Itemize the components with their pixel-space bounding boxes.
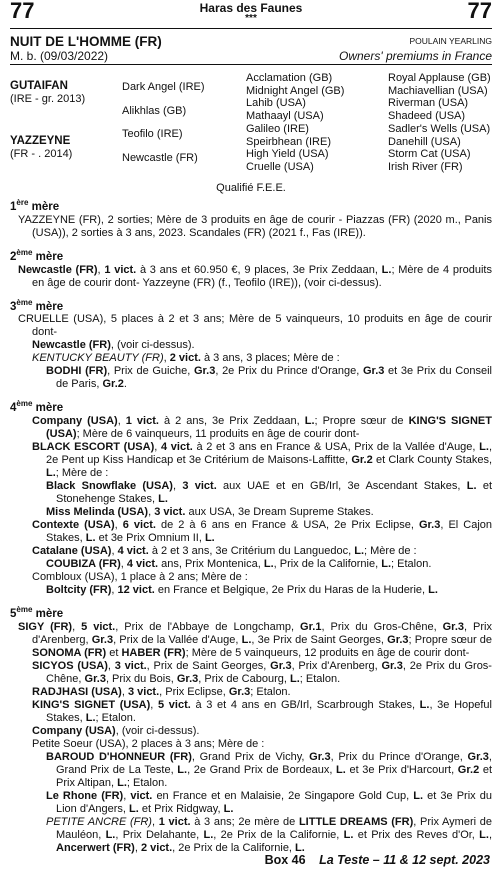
lot-number-right: 77 — [467, 0, 492, 23]
gen3-7: Cruelle (USA) — [246, 160, 314, 173]
qualification: Qualifié F.E.E. — [216, 182, 286, 194]
paragraph: Combloux (USA), 1 place à 2 ans; Mère de : — [32, 571, 248, 584]
horse-category: POULAIN YEARLING — [409, 36, 492, 46]
paragraph: CRUELLE (USA), 5 places à 2 et 3 ans; Mère de 5 vainqueurs, 10 produits en âge de courir dont- — [18, 313, 492, 339]
section-4eme-mere — [10, 397, 492, 597]
box-number: Box 46 — [264, 853, 306, 867]
pedigree-gen3 — [246, 72, 344, 174]
paragraph: Petite Soeur (USA), 2 places à 3 ans; Mère de : — [32, 738, 265, 751]
gen3-3: Mathaayl (USA) — [246, 110, 324, 123]
consignor-stars: *** — [245, 13, 257, 24]
gen4-7: Irish River (FR) — [388, 160, 463, 173]
gen3-4: Galileo (IRE) — [246, 122, 309, 135]
paragraph: BAROUD D'HONNEUR (FR), Grand Prix de Vichy, Gr.3, Prix du Prince d'Orange, Gr.3, Grand Prix de La Teste, L., 2e Grand Prix de Bordeaux, L. et 3e Prix d'Harcourt, Gr.2 et Prix Altipan, L.; Etalon. — [46, 751, 493, 790]
gen4-0: Royal Applause (GB) — [388, 72, 491, 84]
pedigree-dam — [10, 135, 72, 160]
paragraph: RADJHASI (USA), 3 vict., Prix Eclipse, Gr.3; Etalon. — [32, 686, 291, 699]
gen4-4: Sadler's Wells (USA) — [388, 122, 491, 135]
paragraph: Company (USA), 1 vict. à 2 ans, 3e Prix Zeddaan, L.; Propre sœur de KING'S SIGNET (USA); Mère de 6 vainqueurs, 11 produits en âge de courir dont- — [32, 415, 492, 441]
paragraph: Catalane (USA), 4 vict. à 2 et 3 ans, 3e Critérium du Languedoc, L.; Mère de : — [32, 545, 417, 558]
gen3-6: High Yield (USA) — [246, 148, 329, 161]
pedigree-gen4 — [388, 72, 491, 174]
paragraph: Newcastle (FR), (voir ci-dessus). — [32, 339, 195, 352]
gen4-2: Riverman (USA) — [388, 97, 469, 110]
section-heading: 1ère mère — [10, 198, 60, 213]
paragraph: KING'S SIGNET (USA), 5 vict. à 3 et 4 ans en GB/Irl, Scarbrough Stakes, L., 3e Hopeful Stakes, L.; Etalon. — [32, 699, 492, 725]
owners-premium: Owners' premiums in France — [339, 49, 492, 63]
header-rule — [10, 28, 492, 29]
gen3-5: Speirbhean (IRE) — [246, 135, 331, 148]
section-heading: 5ème mère — [10, 605, 64, 621]
pedigree-rule — [10, 64, 492, 65]
gen4-5: Danehill (USA) — [388, 135, 461, 148]
gen4-1: Machiavellian (USA) — [388, 84, 488, 97]
paragraph: Black Snowflake (USA), 3 vict. aux UAE et en GB/Irl, 3e Ascendant Stakes, L. et Stonehenge Stakes, L. — [46, 480, 493, 506]
section-1ere-mere — [10, 196, 492, 240]
gen3-0: Acclamation (GB) — [246, 72, 333, 84]
paragraph: Le Rhone (FR), vict. en France et en Malaisie, 2e Singapore Gold Cup, L. et 3e Prix du Lion d'Angers, L. et Prix Ridgway, L. — [46, 790, 492, 816]
paragraph: Company (USA), (voir ci-dessus). — [32, 725, 200, 738]
gen4-6: Storm Cat (USA) — [388, 148, 471, 161]
sire-detail: (IRE - gr. 2013) — [10, 92, 86, 105]
paragraph: Newcastle (FR), 1 vict. à 3 ans et 60.950 €, 9 places, 3e Prix Zeddaan, L.; Mère de 4 produits en âge de courir dont- Yazzeyne (FR) (f., Teofilo (IRE)), (voir ci-dessus). — [18, 263, 492, 289]
granddam-paternal: Alikhlas (GB) — [122, 105, 187, 117]
section-heading: 2ème mère — [10, 247, 64, 263]
section-heading: 4ème mère — [10, 399, 64, 415]
sale-name: La Teste – 11 & 12 sept. 2023 — [319, 853, 490, 867]
grandsire-maternal: Teofilo (IRE) — [122, 128, 183, 140]
granddam-maternal: Newcastle (FR) — [122, 152, 198, 164]
section-2eme-mere — [10, 246, 492, 290]
lot-number-left: 77 — [10, 0, 35, 23]
pedigree-sire — [10, 80, 85, 105]
section-heading: 3ème mère — [10, 297, 64, 313]
dam-name: YAZZEYNE — [10, 135, 71, 147]
paragraph: SIGY (FR), 5 vict., Prix de l'Abbaye de Longchamp, Gr.1, Prix du Gros-Chêne, Gr.3, Prix d'Arenberg, Gr.3, Prix de la Vallée d'Auge, L., 3e Prix de Saint Georges, Gr.3; Propre sœur de SONOMA (FR) et HABER (FR); Mère de 5 vainqueurs, 12 produits en âge de courir dont- — [18, 621, 493, 660]
paragraph: KENTUCKY BEAUTY (FR), 2 vict. à 3 ans, 3 places; Mère de : — [32, 352, 340, 365]
dam-detail: (FR - . 2014) — [10, 147, 73, 160]
paragraph: BODHI (FR), Prix de Guiche, Gr.3, 2e Prix du Prince d'Orange, Gr.3 et 3e Prix du Conseil de Paris, Gr.2. — [46, 365, 492, 391]
sire-name: GUTAIFAN — [10, 80, 68, 92]
paragraph: Boltcity (FR), 12 vict. en France et Belgique, 2e Prix du Haras de la Huderie, L. — [46, 584, 438, 597]
grandsire-paternal: Dark Angel (IRE) — [122, 81, 205, 93]
produce-record — [10, 190, 492, 855]
paragraph: SICYOS (USA), 3 vict., Prix de Saint Georges, Gr.3, Prix d'Arenberg, Gr.3, 2e Prix du Gros-Chêne, Gr.3, Prix du Bois, Gr.3, Prix de Cabourg, L.; Etalon. — [32, 660, 492, 686]
gen3-1: Midnight Angel (GB) — [246, 84, 345, 97]
paragraph: Miss Melinda (USA), 3 vict. aux USA, 3e Dream Supreme Stakes. — [46, 506, 374, 519]
section-3eme-mere — [10, 296, 492, 392]
gen4-3: Shadeed (USA) — [388, 110, 466, 123]
paragraph: PETITE ANCRE (FR), 1 vict. à 3 ans; 2e mère de LITTLE DREAMS (FR), Prix Aymeri de Mauléon, L., Prix Delahante, L., 2e Prix de la Californie, L. et Prix des Reves d'Or, L., Ancerwert (FR), 2 vict., 2e Prix de la Californie, L. — [46, 816, 493, 855]
section-5eme-mere — [10, 603, 492, 855]
horse-description: M. b. (09/03/2022) — [10, 49, 109, 63]
paragraph: BLACK ESCORT (USA), 4 vict. à 2 et 3 ans en France & USA, Prix de la Vallée d'Auge, L., 2e Pent up Kiss Handicap et 3e Critérium de Maisons-Laffitte, Gr.2 et Clark County Stakes, L.; Mère de : — [32, 441, 492, 480]
horse-name: NUIT DE L'HOMME (FR) — [10, 34, 162, 49]
paragraph: Contexte (USA), 6 vict. de 2 à 6 ans en France & USA, 2e Prix Eclipse, Gr.3, El Cajon Stakes, L. et 3e Prix Omnium II, L. — [32, 519, 492, 545]
page-footer — [265, 853, 490, 867]
paragraph: YAZZEYNE (FR), 2 sorties; Mère de 3 produits en âge de courir - Piazzas (FR) (2020 m., Panis (USA)), 2 sorties à 3 ans, 2023. Scandales (FR) (2021 f., Fas (IRE)). — [18, 213, 492, 239]
paragraph: COUBIZA (FR), 4 vict. ans, Prix Montenica, L., Prix de la Californie, L.; Etalon. — [46, 558, 432, 571]
consignor-name: Haras des Faunes — [199, 1, 303, 15]
gen3-2: Lahib (USA) — [246, 97, 306, 110]
